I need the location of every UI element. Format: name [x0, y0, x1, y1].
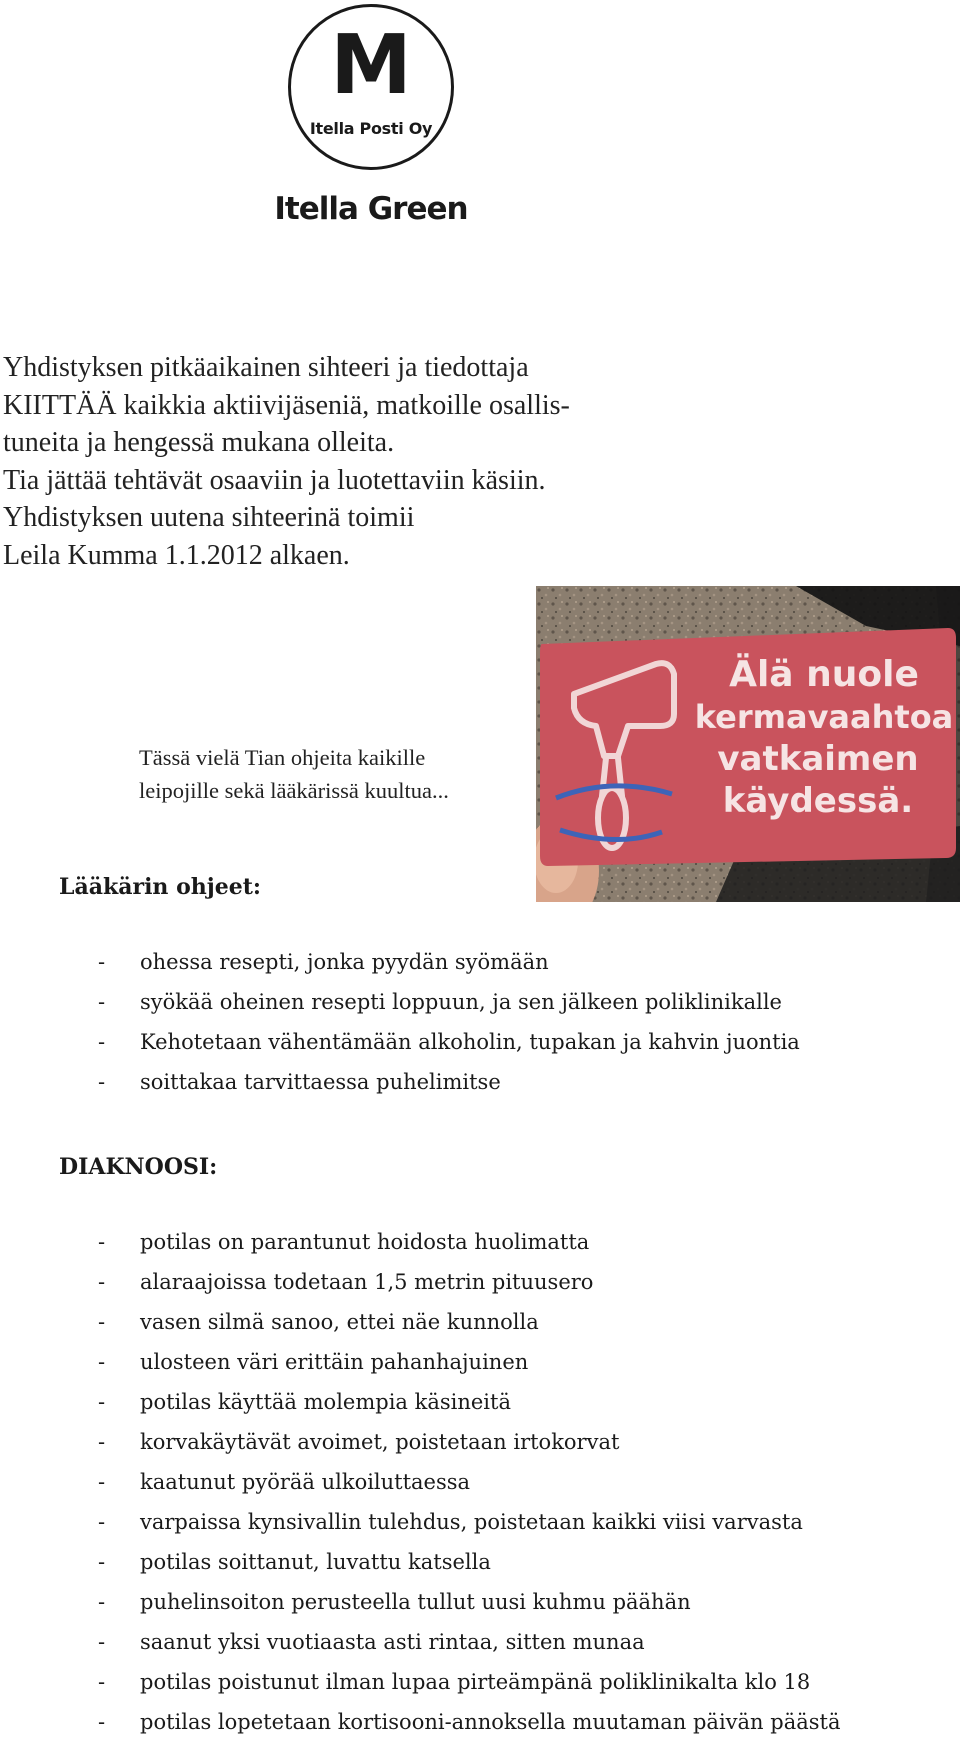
logo-letter: M — [330, 18, 412, 113]
list-item — [98, 1228, 840, 1268]
list-item — [98, 1068, 800, 1108]
bullet-dash: - — [98, 1590, 106, 1614]
list-item — [98, 988, 800, 1028]
bullet-dash: - — [98, 1030, 106, 1054]
caption-line: Tässä vielä Tian ohjeita kaikille — [139, 745, 426, 770]
list-item-text: potilas lopetetaan kortisooni-annoksella muutaman päivän päästä — [140, 1710, 841, 1734]
list-item-text: ohessa resepti, jonka pyydän syömään — [140, 950, 549, 974]
list-item — [98, 1668, 840, 1708]
section-heading-doctor-instructions: Lääkärin ohjeet: — [59, 874, 261, 900]
diagnosis-list — [98, 1228, 840, 1748]
section-heading-diagnosis: DIAKNOOSI: — [59, 1154, 218, 1180]
bullet-dash: - — [98, 1310, 106, 1334]
intro-line: tuneita ja hengessä mukana olleita. — [3, 427, 395, 458]
caption-line: leipojille sekä lääkärissä kuultua... — [139, 778, 449, 803]
bullet-dash: - — [98, 1270, 106, 1294]
bullet-dash: - — [98, 1710, 106, 1734]
bullet-dash: - — [98, 1430, 106, 1454]
intro-paragraph — [3, 349, 683, 574]
list-item — [98, 1388, 840, 1428]
list-item — [98, 1508, 840, 1548]
list-item — [98, 1548, 840, 1588]
bullet-dash: - — [98, 1550, 106, 1574]
brand-title: Itella Green — [274, 191, 468, 227]
bullet-dash: - — [98, 950, 106, 974]
list-item-text: ulosteen väri erittäin pahanhajuinen — [140, 1350, 529, 1374]
list-item — [98, 948, 800, 988]
doctor-instructions-list — [98, 948, 800, 1108]
intro-line: KIITTÄÄ kaikkia aktiivijäseniä, matkoille osallis- — [3, 389, 570, 421]
bullet-dash: - — [98, 1470, 106, 1494]
list-item-text: soittakaa tarvittaessa puhelimitse — [140, 1070, 501, 1094]
bullet-dash: - — [98, 1070, 106, 1094]
list-item-text: potilas käyttää molempia käsineitä — [140, 1390, 511, 1414]
sign-text-line: käydessä. — [722, 781, 914, 821]
sign-photo — [536, 586, 960, 902]
bullet-dash: - — [98, 1630, 106, 1654]
list-item-text: potilas soittanut, luvattu katsella — [140, 1550, 491, 1574]
list-item-text: potilas on parantunut hoidosta huolimatta — [140, 1230, 590, 1254]
list-item-text: kaatunut pyörää ulkoiluttaessa — [140, 1470, 471, 1494]
intro-line: Yhdistyksen uutena sihteerinä toimii — [3, 502, 415, 533]
list-item — [98, 1708, 840, 1748]
list-item-text: korvakäytävät avoimet, poistetaan irtokorvat — [140, 1430, 620, 1454]
bullet-dash: - — [98, 990, 106, 1014]
sign-text-line: vatkaimen — [717, 739, 919, 779]
caption — [139, 741, 449, 807]
list-item — [98, 1468, 840, 1508]
list-item-text: alaraajoissa todetaan 1,5 metrin pituusero — [140, 1270, 594, 1294]
bullet-dash: - — [98, 1670, 106, 1694]
list-item-text: puhelinsoiton perusteella tullut uusi kuhmu päähän — [140, 1590, 691, 1614]
intro-line: Leila Kumma 1.1.2012 alkaen. — [3, 539, 350, 571]
list-item-text: vasen silmä sanoo, ettei näe kunnolla — [140, 1310, 539, 1334]
bullet-dash: - — [98, 1510, 106, 1534]
intro-line: Yhdistyksen pitkäaikainen sihteeri ja tiedottaja — [3, 352, 529, 383]
bullet-dash: - — [98, 1230, 106, 1254]
bullet-dash: - — [98, 1350, 106, 1374]
list-item-text: potilas poistunut ilman lupaa pirteämpänä poliklinikalta klo 18 — [140, 1670, 811, 1694]
list-item-text: saanut yksi vuotiaasta asti rintaa, sitten munaa — [140, 1630, 645, 1654]
red-sign — [540, 628, 956, 866]
bullet-dash: - — [98, 1390, 106, 1414]
list-item — [98, 1628, 840, 1668]
list-item — [98, 1428, 840, 1468]
list-item-text: Kehotetaan vähentämään alkoholin, tupakan ja kahvin juontia — [140, 1030, 800, 1054]
itella-logo — [288, 4, 454, 170]
sign-text-line: kermavaahtoa — [694, 698, 954, 736]
list-item — [98, 1268, 840, 1308]
list-item — [98, 1588, 840, 1628]
list-item-text: syökää oheinen resepti loppuun, ja sen jälkeen poliklinikalle — [140, 990, 782, 1014]
list-item — [98, 1028, 800, 1068]
sign-text-line: Älä nuole — [729, 654, 919, 695]
logo-company-name: Itella Posti Oy — [309, 119, 433, 138]
list-item — [98, 1308, 840, 1348]
intro-line: Tia jättää tehtävät osaaviin ja luotettaviin käsiin. — [3, 464, 546, 496]
list-item-text: varpaissa kynsivallin tulehdus, poistetaan kaikki viisi varvasta — [140, 1510, 803, 1534]
list-item — [98, 1348, 840, 1388]
